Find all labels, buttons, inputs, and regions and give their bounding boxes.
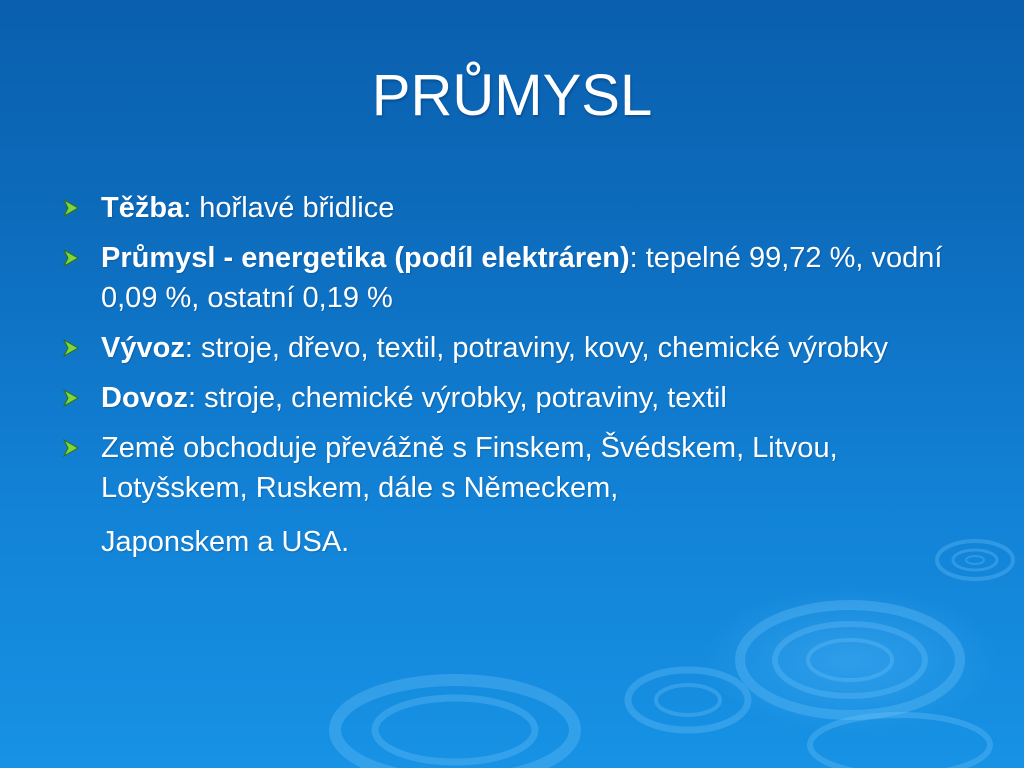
list-item xyxy=(60,428,960,562)
list-item xyxy=(60,188,960,228)
item-text: : hořlavé břidlice xyxy=(183,192,395,224)
item-bold-label: Dovoz xyxy=(101,382,188,414)
bullet-list xyxy=(60,188,960,572)
item-text-continuation: Japonskem a USA. xyxy=(101,526,350,558)
item-text: Země obchoduje převážně s Finskem, Švédskem, Litvou, Lotyšskem, Ruskem, dále s Německem, xyxy=(101,432,838,504)
arrowhead-bullet-icon xyxy=(60,247,82,269)
item-bold-label: Vývoz xyxy=(101,332,185,364)
arrowhead-bullet-icon xyxy=(60,197,82,219)
arrowhead-bullet-icon xyxy=(60,437,82,459)
item-text: : stroje, chemické výrobky, potraviny, textil xyxy=(188,382,727,414)
list-item xyxy=(60,328,960,368)
slide-title: PRŮMYSL xyxy=(371,63,653,128)
arrowhead-bullet-icon xyxy=(60,337,82,359)
list-item xyxy=(60,378,960,418)
item-bold-label: Průmysl - energetika (podíl elektráren) xyxy=(101,242,630,274)
arrowhead-bullet-icon xyxy=(60,387,82,409)
item-text: : stroje, dřevo, textil, potraviny, kovy, chemické výrobky xyxy=(184,332,889,364)
list-item xyxy=(60,238,960,318)
item-text: : tepelné 99,72 %, vodní 0,09 %, ostatní 0,19 % xyxy=(101,242,943,314)
item-bold-label: Těžba xyxy=(101,192,184,224)
